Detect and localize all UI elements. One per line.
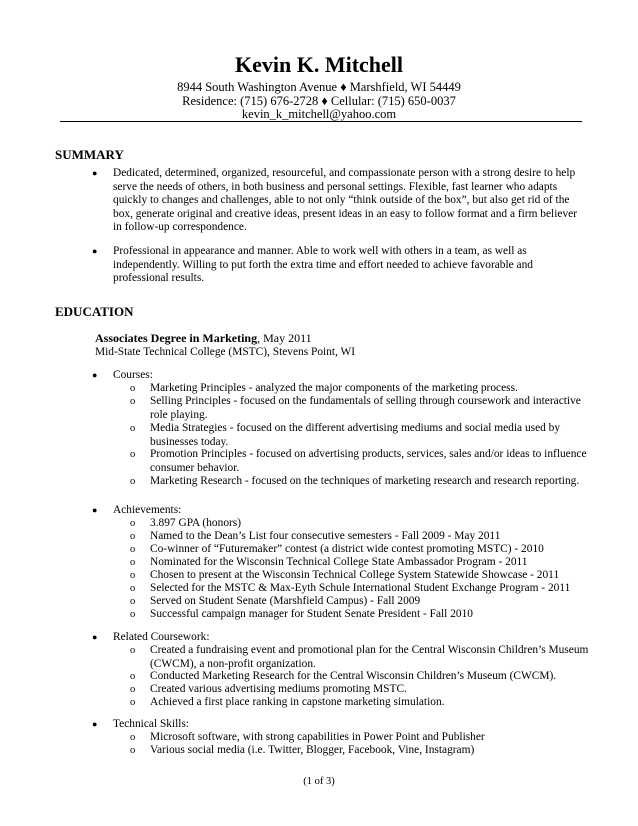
sub-bullet-icon: o — [130, 645, 136, 656]
address-line: 8944 South Washington Avenue ♦ Marshfield, WI 54449 — [177, 80, 461, 94]
degree-title: Associates Degree in Marketing — [95, 331, 258, 345]
coursework-text: Conducted Marketing Research for the Central Wisconsin Children’s Museum (CWCM). — [150, 670, 557, 682]
sub-bullet-icon: o — [130, 570, 136, 581]
sub-bullet-icon: o — [130, 732, 136, 743]
achievement-text: Co-winner of “Futuremaker” contest (a district wide contest promoting MSTC) - 2010 — [150, 543, 544, 555]
bullet-icon: ● — [92, 168, 98, 178]
course-text: Media Strategies - focused on the different advertising mediums and social media used by businesses today. — [150, 422, 561, 448]
sub-bullet-icon: o — [130, 596, 136, 607]
education-heading: EDUCATION — [55, 304, 134, 319]
sub-bullet-icon: o — [130, 557, 136, 568]
sub-bullet-icon: o — [130, 383, 136, 394]
achievement-text: Selected for the MSTC & Max-Eyth Schule International Student Exchange Program - 2011 — [150, 582, 571, 594]
coursework-text: Created various advertising mediums promoting MSTC. — [150, 683, 407, 695]
achievement-text: Named to the Dean’s List four consecutive semesters - Fall 2009 - May 2011 — [150, 530, 501, 542]
bullet-icon: ● — [92, 632, 98, 642]
sub-bullet-icon: o — [130, 476, 136, 487]
achievement-text: 3.897 GPA (honors) — [150, 517, 242, 529]
course-text: Selling Principles - focused on the fundamentals of selling through coursework and interactive role playing. — [150, 395, 581, 421]
sub-bullet-icon: o — [130, 609, 136, 620]
section-label: Achievements: — [113, 504, 182, 516]
header-divider — [60, 121, 582, 122]
page-number: (1 of 3) — [303, 776, 335, 787]
sub-bullet-icon: o — [130, 518, 136, 529]
coursework-text: Created a fundraising event and promotional plan for the Central Wisconsin Children’s Museum (CWCM), a non-profit organization. — [150, 644, 589, 670]
sub-bullet-icon: o — [130, 583, 136, 594]
summary-text: Dedicated, determined, organized, resourceful, and compassionate person with a strong desire to help serve the needs of others, in both business and personal settings. Flexible, fast learner who adapts quickly to changes and challenges, able to not only “think outside of the box”, but also get rid of the box, generate original and creative ideas, present ideas in an easy to follow format and a firm believer in follow-up correspondence. — [113, 167, 577, 233]
skill-text: Various social media (i.e. Twitter, Blogger, Facebook, Vine, Instagram) — [150, 744, 475, 756]
summary-heading: SUMMARY — [55, 147, 124, 162]
section-label: Related Coursework: — [113, 631, 210, 643]
sub-bullet-icon: o — [130, 544, 136, 555]
course-text: Marketing Principles - analyzed the major components of the marketing process. — [150, 382, 518, 394]
school-line: Mid-State Technical College (MSTC), Stevens Point, WI — [95, 346, 356, 358]
bullet-icon: ● — [92, 505, 98, 515]
achievement-text: Served on Student Senate (Marshfield Campus) - Fall 2009 — [150, 595, 421, 607]
skill-text: Microsoft software, with strong capabilities in Power Point and Publisher — [150, 731, 485, 743]
email-line[interactable]: kevin_k_mitchell@yahoo.com — [241, 107, 397, 121]
phone-line: Residence: (715) 676-2728 ♦ Cellular: (715) 650-0037 — [182, 94, 456, 108]
degree-line — [95, 331, 312, 345]
bullet-icon: ● — [92, 246, 98, 256]
degree-date: , May 2011 — [257, 331, 312, 345]
sub-bullet-icon: o — [130, 671, 136, 682]
coursework-text: Achieved a first place ranking in capstone marketing simulation. — [150, 696, 445, 708]
candidate-name: Kevin K. Mitchell — [234, 52, 404, 77]
sub-bullet-icon: o — [130, 745, 136, 756]
sub-bullet-icon: o — [130, 423, 136, 434]
course-text: Promotion Principles - focused on advertising products, services, sales and/or ideas to influence consumer behavior. — [150, 448, 587, 474]
sub-bullet-icon: o — [130, 697, 136, 708]
sub-bullet-icon: o — [130, 531, 136, 542]
sub-bullet-icon: o — [130, 396, 136, 407]
achievement-text: Successful campaign manager for Student Senate President - Fall 2010 — [150, 608, 473, 620]
section-label: Courses: — [113, 369, 153, 381]
achievement-text: Nominated for the Wisconsin Technical College State Ambassador Program - 2011 — [150, 556, 528, 568]
sub-bullet-icon: o — [130, 684, 136, 695]
section-label: Technical Skills: — [113, 718, 190, 730]
bullet-icon: ● — [92, 719, 98, 729]
achievement-text: Chosen to present at the Wisconsin Technical College System Statewide Showcase - 2011 — [150, 569, 560, 581]
course-text: Marketing Research - focused on the techniques of marketing research and research reporting. — [150, 475, 580, 487]
summary-text: Professional in appearance and manner. Able to work well with others in a team, as well as independently. Willing to put forth the extra time and effort needed to achieve favorable and professional results. — [113, 245, 534, 284]
bullet-icon: ● — [92, 370, 98, 380]
sub-bullet-icon: o — [130, 449, 136, 460]
